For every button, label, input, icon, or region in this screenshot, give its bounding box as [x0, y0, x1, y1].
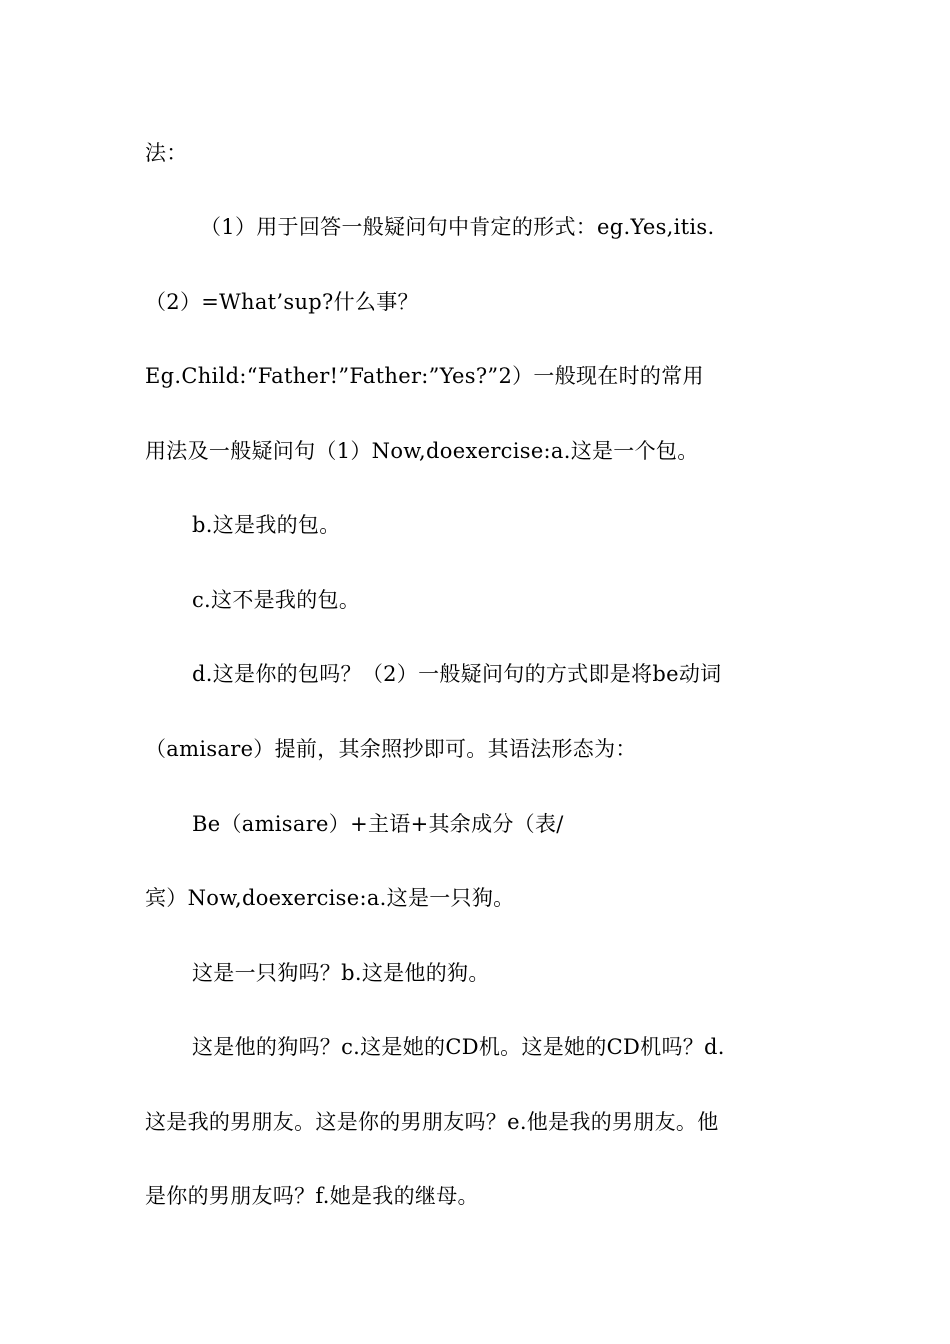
text-line: 法：	[145, 141, 188, 165]
text-line: b.这是我的包。	[192, 513, 341, 537]
text-line: Be（amisare）+主语+其余成分（表/	[192, 812, 564, 836]
text-line: 这是他的狗吗？c.这是她的CD机。这是她的CD机吗？d.	[192, 1035, 725, 1059]
text-line: 是你的男朋友吗？f.她是我的继母。	[145, 1184, 479, 1208]
text-line: Eg.Child:“Father!”Father:”Yes?”2）一般现在时的常用	[145, 364, 704, 388]
text-line: 这是我的男朋友。这是你的男朋友吗？e.他是我的男朋友。他	[145, 1110, 719, 1134]
text-line: c.这不是我的包。	[192, 588, 361, 612]
text-line: （2）=What’sup?什么事？	[145, 290, 419, 314]
text-line: 这是一只狗吗？b.这是他的狗。	[192, 961, 490, 985]
text-line: 用法及一般疑问句（1）Now,doexercise:a.这是一个包。	[145, 439, 699, 463]
text-line: d.这是你的包吗？（2）一般疑问句的方式即是将be动词	[192, 662, 722, 686]
text-line: （1）用于回答一般疑问句中肯定的形式：eg.Yes,itis.	[200, 215, 715, 239]
text-line: （amisare）提前，其余照抄即可。其语法形态为：	[145, 737, 637, 761]
text-line: 宾）Now,doexercise:a.这是一只狗。	[145, 886, 515, 910]
